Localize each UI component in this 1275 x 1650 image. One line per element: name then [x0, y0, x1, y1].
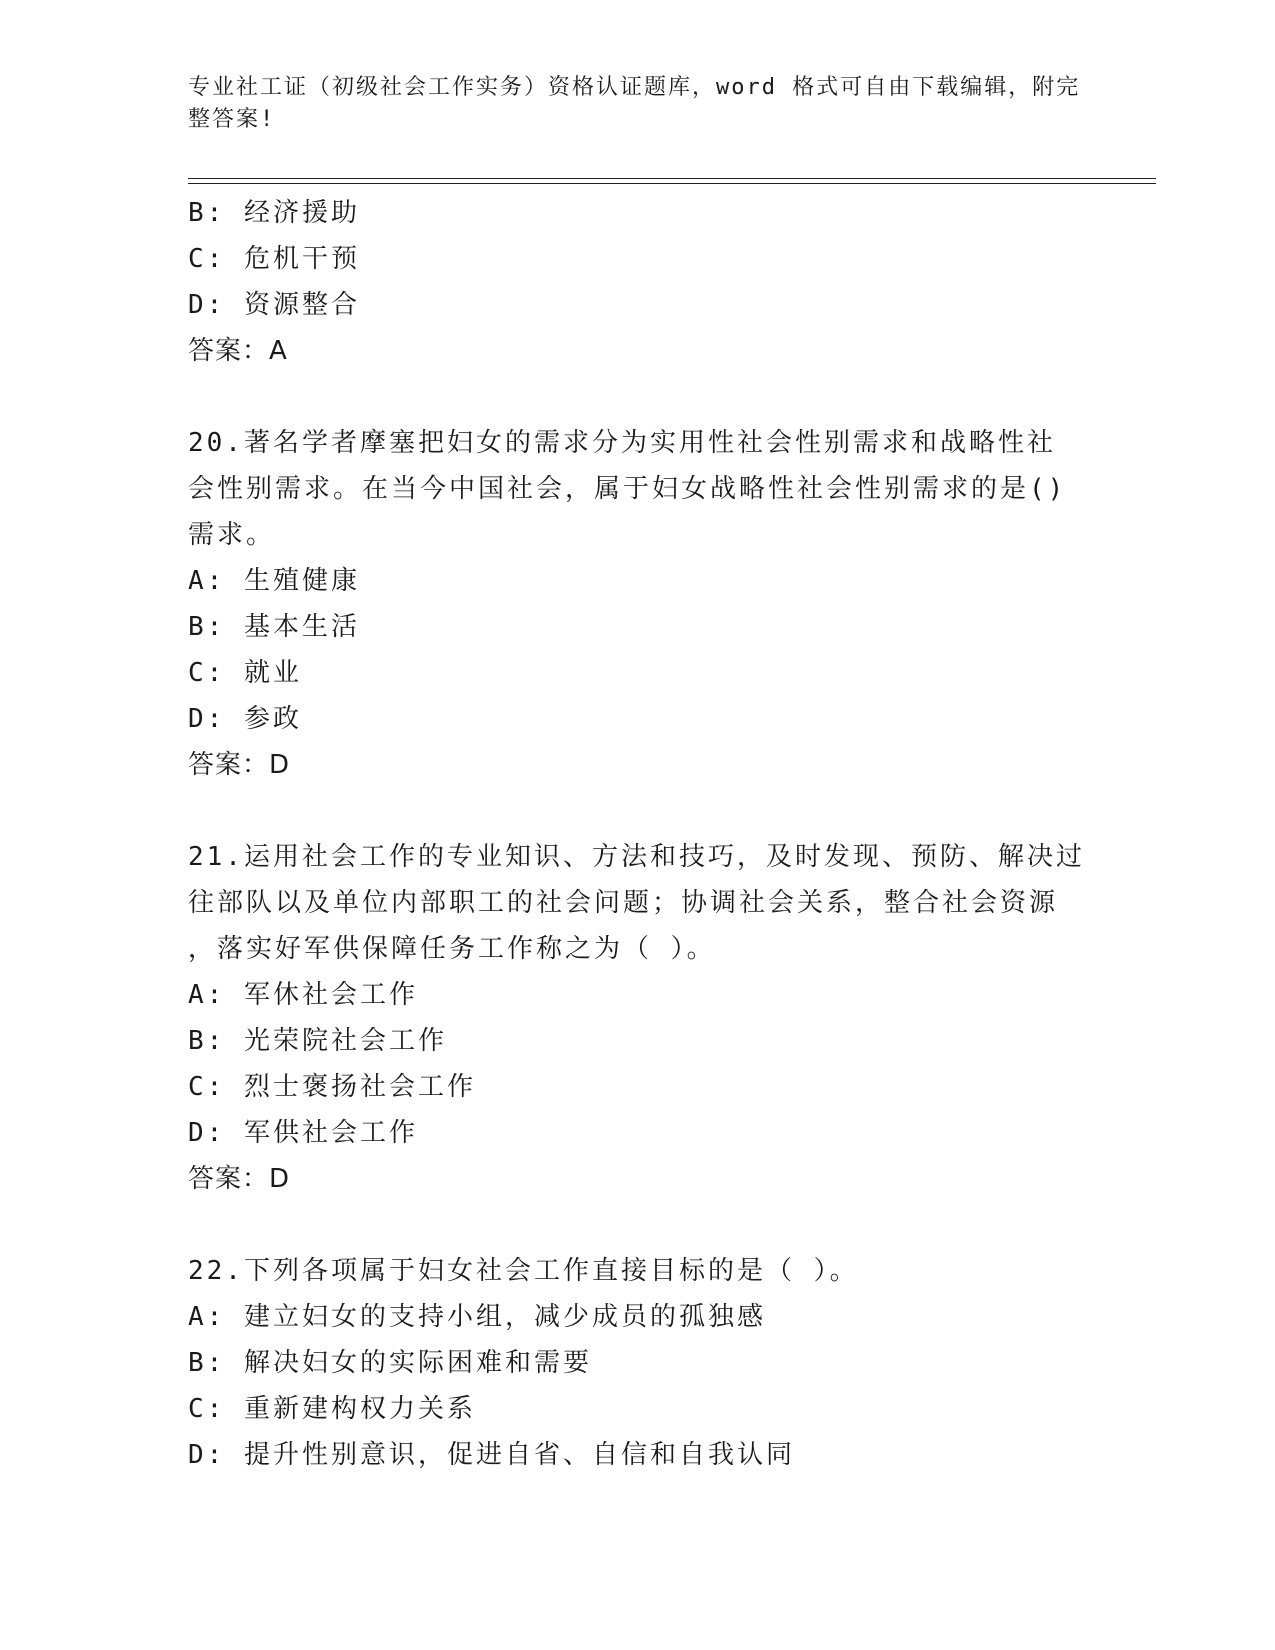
answer-label: 答案：D — [188, 1164, 291, 1194]
question-stem-line: 21.运用社会工作的专业知识、方法和技巧，及时发现、预防、解决过 — [188, 842, 1085, 872]
answer-label: 答案：D — [188, 750, 291, 780]
spacer — [188, 788, 1088, 834]
question-stem: 22.下列各项属于妇女社会工作直接目标的是（ ）。 — [188, 1256, 859, 1286]
option-a: A: 军休社会工作 — [188, 980, 418, 1010]
question-20 — [188, 420, 1088, 788]
option-b: B: 经济援助 — [188, 198, 360, 228]
question-stem-line: 往部队以及单位内部职工的社会问题；协调社会关系，整合社会资源 — [188, 888, 1059, 918]
option-b: B: 光荣院社会工作 — [188, 1026, 447, 1056]
question-content — [188, 190, 1088, 1478]
header-rule-bottom — [188, 183, 1156, 184]
option-a: A: 生殖健康 — [188, 566, 360, 596]
option-c: C: 烈士褒扬社会工作 — [188, 1072, 476, 1102]
option-b: B: 解决妇女的实际困难和需要 — [188, 1348, 592, 1378]
previous-question-block — [188, 190, 1088, 374]
option-d: D: 参政 — [188, 704, 302, 734]
option-d: D: 提升性别意识，促进自省、自信和自我认同 — [188, 1440, 795, 1470]
answer-label: 答案：A — [188, 336, 288, 366]
header-rule-top — [188, 178, 1156, 179]
spacer — [188, 1202, 1088, 1248]
option-a: A: 建立妇女的支持小组，减少成员的孤独感 — [188, 1302, 766, 1332]
question-stem: 20.著名学者摩塞把妇女的需求分为实用性社会性别需求和战略性社会性别需求。在当今中国社会，属于妇女战略性社会性别需求的是()需求。 — [188, 428, 1067, 550]
option-d: D: 资源整合 — [188, 290, 360, 320]
spacer — [188, 374, 1088, 420]
document-header: 专业社工证（初级社会工作实务）资格认证题库，word 格式可自由下载编辑，附完整答案! — [188, 75, 1081, 132]
option-c: C: 就业 — [188, 658, 302, 688]
option-b: B: 基本生活 — [188, 612, 360, 642]
question-stem-line: ，落实好军供保障任务工作称之为（ ）。 — [188, 934, 716, 964]
question-21 — [188, 834, 1088, 1202]
option-c: C: 重新建构权力关系 — [188, 1394, 476, 1424]
question-22 — [188, 1248, 1088, 1478]
option-c: C: 危机干预 — [188, 244, 360, 274]
option-d: D: 军供社会工作 — [188, 1118, 418, 1148]
